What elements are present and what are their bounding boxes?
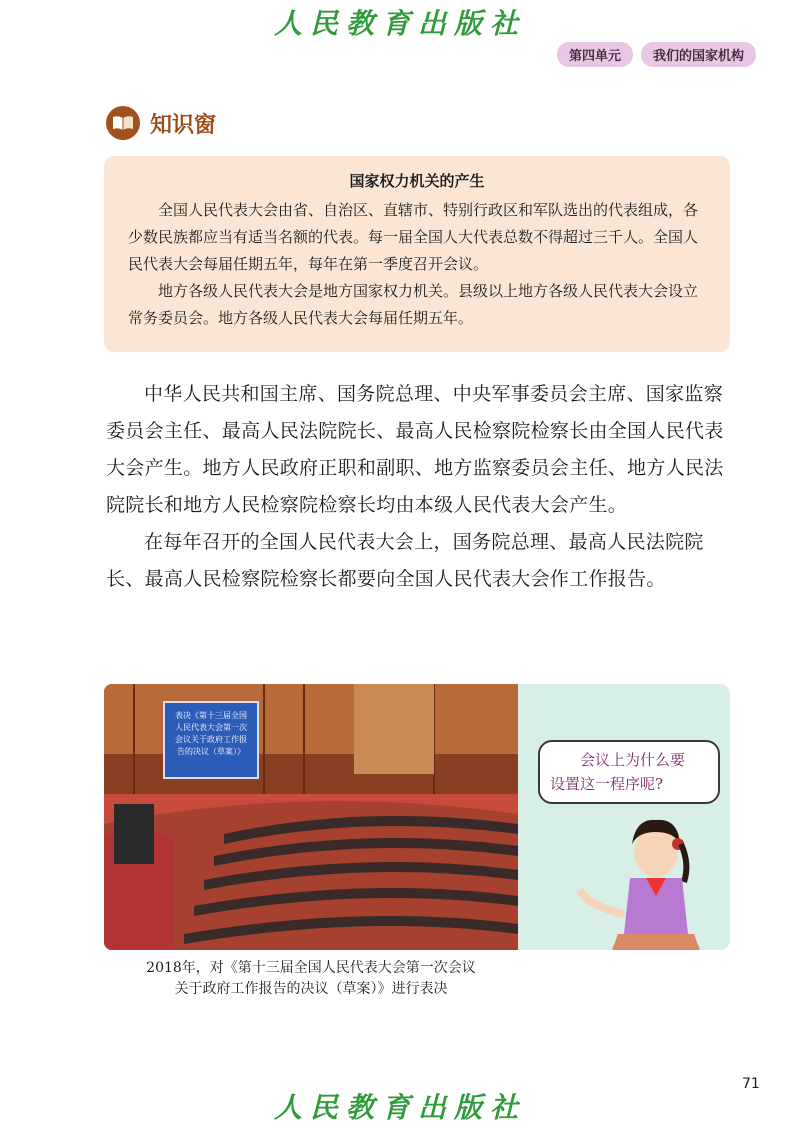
knowledge-window-heading bbox=[106, 106, 216, 140]
unit-tabs bbox=[557, 42, 756, 67]
bubble-line: 设置这一程序呢? bbox=[550, 775, 664, 793]
page-number: 71 bbox=[742, 1076, 760, 1092]
body-paragraph: 在每年召开的全国人民代表大会上，国务院总理、最高人民法院院长、最高人民检察院检察长都要向全国人民代表大会作工作报告。 bbox=[106, 531, 704, 590]
girl-illustration bbox=[580, 820, 700, 950]
unit-tab-number: 第四单元 bbox=[557, 42, 633, 67]
knowledge-box bbox=[104, 156, 730, 352]
illustration-panel bbox=[518, 684, 730, 950]
unit-tab-title: 我们的国家机构 bbox=[641, 42, 756, 67]
bubble-line: 会议上为什么要 bbox=[580, 751, 686, 769]
knowledge-paragraph: 全国人民代表大会由省、自治区、直辖市、特别行政区和军队选出的代表组成，各少数民族都应当有适当名额的代表。每一届全国人大代表总数不得超过三千人。全国人民代表大会每届任期五年，每年在第一季度召开会议。 bbox=[128, 201, 699, 273]
knowledge-window-title: 知识窗 bbox=[150, 112, 217, 138]
svg-text:人民代表大会第一次: 人民代表大会第一次 bbox=[175, 723, 247, 732]
svg-text:表决《第十三届全国: 表决《第十三届全国 bbox=[175, 711, 247, 720]
speech-bubble bbox=[538, 740, 720, 804]
svg-text:会议关于政府工作报: 会议关于政府工作报 bbox=[175, 735, 247, 744]
body-paragraph: 中华人民共和国主席、国务院总理、中央军事委员会主席、国家监察委员会主任、最高人民法院院长、最高人民检察院检察长由全国人民代表大会产生。地方人民政府正职和副职、地方监察委员会主任、地方人民法院院长和地方人民检察院检察长均由本级人民代表大会产生。 bbox=[106, 383, 724, 516]
publisher-logo-bottom: 人民教育出版社 bbox=[273, 1091, 526, 1124]
figure-caption bbox=[104, 958, 518, 1000]
knowledge-box-title: 国家权力机关的产生 bbox=[349, 172, 485, 190]
main-text bbox=[106, 376, 732, 598]
svg-text:告的决议（草案）》: 告的决议（草案）》 bbox=[177, 747, 245, 756]
congress-photo bbox=[104, 684, 518, 950]
publisher-logo-top: 人民教育出版社 bbox=[273, 7, 526, 40]
book-icon bbox=[106, 106, 140, 140]
knowledge-paragraph: 地方各级人民代表大会是地方国家权力机关。县级以上地方各级人民代表大会设立常务委员会。地方各级人民代表大会每届任期五年。 bbox=[128, 282, 699, 327]
caption-line: 关于政府工作报告的决议（草案）》进行表决 bbox=[174, 981, 448, 997]
caption-line: 2018年，对《第十三届全国人民代表大会第一次会议 bbox=[146, 960, 476, 976]
